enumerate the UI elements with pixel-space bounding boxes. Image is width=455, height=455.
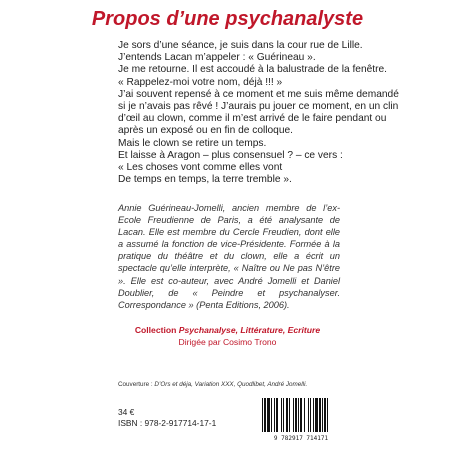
barcode-bar: [322, 398, 323, 432]
price-block: [118, 407, 216, 429]
barcode-bar: [271, 398, 272, 432]
barcode-bar: [276, 398, 278, 432]
barcode-bar: [283, 398, 284, 432]
barcode-bars: [260, 398, 342, 434]
barcode-bar: [262, 398, 263, 432]
barcode-bar: [324, 398, 326, 432]
barcode-bar: [308, 398, 309, 432]
barcode-bar: [264, 398, 266, 432]
excerpt-line: « Les choses vont comme elles vont: [118, 162, 283, 174]
excerpt-text: [118, 40, 408, 186]
barcode-number: 9 782917 714171: [273, 435, 329, 442]
collection-info: [0, 324, 455, 348]
cover-credit-label: Couverture :: [118, 381, 155, 388]
collection-name: [0, 324, 455, 336]
barcode-bar: [289, 398, 290, 432]
page-title: Propos d’une psychanalyste: [91, 8, 364, 30]
price: 34 €: [118, 407, 135, 417]
excerpt-line: De temps en temps, la terre tremble ».: [118, 174, 292, 186]
barcode-bar: [295, 398, 297, 432]
cover-credit-text: D’Ors et déja, Variation XXX, Quodlibet, André Jomelli.: [154, 381, 308, 388]
barcode-bar: [319, 398, 321, 432]
barcode-bar: [274, 398, 275, 432]
collection-prefix: Collection: [134, 325, 179, 335]
barcode-bar: [304, 398, 305, 432]
barcode-bar: [298, 398, 299, 432]
barcode: [260, 398, 342, 442]
collection-series: Psychanalyse, Littérature, Ecriture: [178, 325, 321, 335]
barcode-bar: [315, 398, 318, 432]
barcode-bar: [293, 398, 294, 432]
excerpt-line: Et laisse à Aragon – plus consensuel ? – ce vers :: [118, 149, 343, 161]
excerpt-line: d’œil au clown, comme il m’est arrivé de le faire pendant ou: [118, 113, 387, 125]
barcode-bar: [300, 398, 302, 432]
barcode-bar: [313, 398, 314, 432]
excerpt-line: Je me retourne. Il est accoudé à la balustrade de la fenêtre.: [118, 64, 387, 76]
collection-director: Dirigée par Cosimo Trono: [178, 337, 277, 347]
excerpt-line: Mais le clown se retire un temps.: [118, 137, 267, 149]
cover-credit: [118, 381, 307, 388]
excerpt-line: J’entends Lacan m’appeler : « Guérineau ».: [118, 52, 316, 64]
excerpt-line: « Rappelez-moi votre nom, déjà !!! »: [118, 76, 283, 88]
barcode-bar: [267, 398, 270, 432]
excerpt-line: si je n’avais pas rêvé ! J’aurais pu jouer ce moment, en un clin: [118, 101, 399, 113]
barcode-bar: [327, 398, 328, 432]
barcode-bar: [281, 398, 282, 432]
barcode-bar: [286, 398, 288, 432]
excerpt-line: Je sors d’une séance, je suis dans la cour rue de Lille.: [118, 40, 363, 51]
excerpt-line: après un exposé ou en fin de colloque.: [118, 125, 294, 137]
author-bio: Annie Guérineau-Jomelli, ancien membre de l’ex-Ecole Freudienne de Paris, a été analysante de Lacan. Elle est membre du Cercle Freudien, dont elle a assumé la fonction de vice-Présidente. Formée à la pratique du théâtre et du clown, elle a écrit un spectacle qu’elle interprète, « Naître ou Ne pas N’être ». Elle est co-auteur, avec André Jomelli et Daniel Doublier, de « Peindre et psychanalyser. Correspondance » (Penta Editions, 2006).: [118, 203, 340, 310]
excerpt-line: J’ai souvent repensé à ce moment et me suis même demandé: [118, 88, 399, 100]
barcode-bar: [310, 398, 311, 432]
isbn: ISBN : 978-2-917714-17-1: [118, 418, 217, 428]
